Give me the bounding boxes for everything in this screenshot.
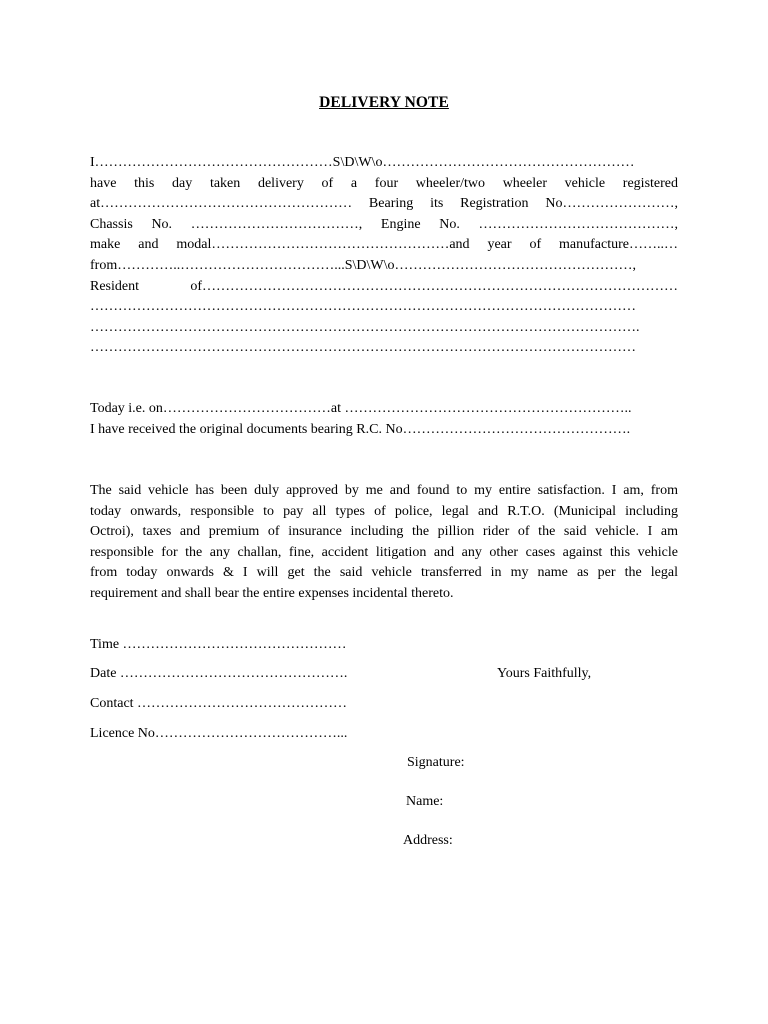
declaration-line: from today onwards & I will get the said vehicle transferred in my name as per the legal (90, 565, 678, 581)
licence-field: Licence No…………………………………... (90, 726, 348, 741)
vehicle-details-section (90, 153, 678, 359)
declaration-line: requirement and shall bear the entire expenses incidental thereto. (90, 585, 454, 601)
from-line: from…………..……………………………...S\D\W\o……………………………………………, (90, 257, 636, 273)
rc-received-line: I have received the original documents bearing R.C. No…………………………………………. (90, 421, 631, 437)
declaration-line: The said vehicle has been duly approved by me and found to my entire satisfaction. I am, from (90, 483, 678, 498)
declaration-paragraph (90, 481, 678, 605)
declaration-line: responsible for the any challan, fine, accident litigation and any other cases against this vehicle (90, 544, 678, 560)
declaration-line: Octroi), taxes and premium of insurance including the pillion rider of the said vehicle. I am (90, 524, 678, 540)
address-blank-line: ……………………………………………………………………………………………………… (90, 340, 636, 356)
resident-line: Resident of………………………………………………………………………………………… (90, 278, 678, 294)
closing-text: Yours Faithfully, (497, 666, 592, 681)
declaration-line: today onwards, responsible to pay all types of police, legal and R.T.O. (Municipal including (90, 503, 678, 519)
contact-field: Contact ……………………………………… (90, 696, 348, 711)
date-field: Date …………………………………………. (90, 666, 348, 681)
today-date-line: Today i.e. on………………………………at …………………………………………………….. (90, 401, 632, 416)
registration-line: at……………………………………………… Bearing its Registration No……………………, (90, 196, 678, 212)
document-title: DELIVERY NOTE (319, 94, 449, 111)
date-place-section (90, 399, 678, 440)
delivery-statement-line: have this day taken delivery of a four wheeler/two wheeler vehicle registered (90, 175, 678, 191)
time-field: Time ………………………………………… (90, 637, 347, 652)
make-model-line: make and modal……………………………………………and year of manufacture……..… (90, 237, 678, 253)
name-label: Name: (406, 794, 444, 809)
address-blank-line: ………………………………………………………………………………………………………. (90, 319, 640, 335)
signature-label: Signature: (407, 755, 465, 770)
owner-name-line: I……………………………………………S\D\W\o……………………………………………… (90, 155, 635, 170)
address-blank-line: ……………………………………………………………………………………………………… (90, 299, 636, 315)
address-label: Address: (403, 833, 453, 848)
chassis-engine-line: Chassis No. ………………………………, Engine No. ……………………………………, (90, 216, 678, 232)
